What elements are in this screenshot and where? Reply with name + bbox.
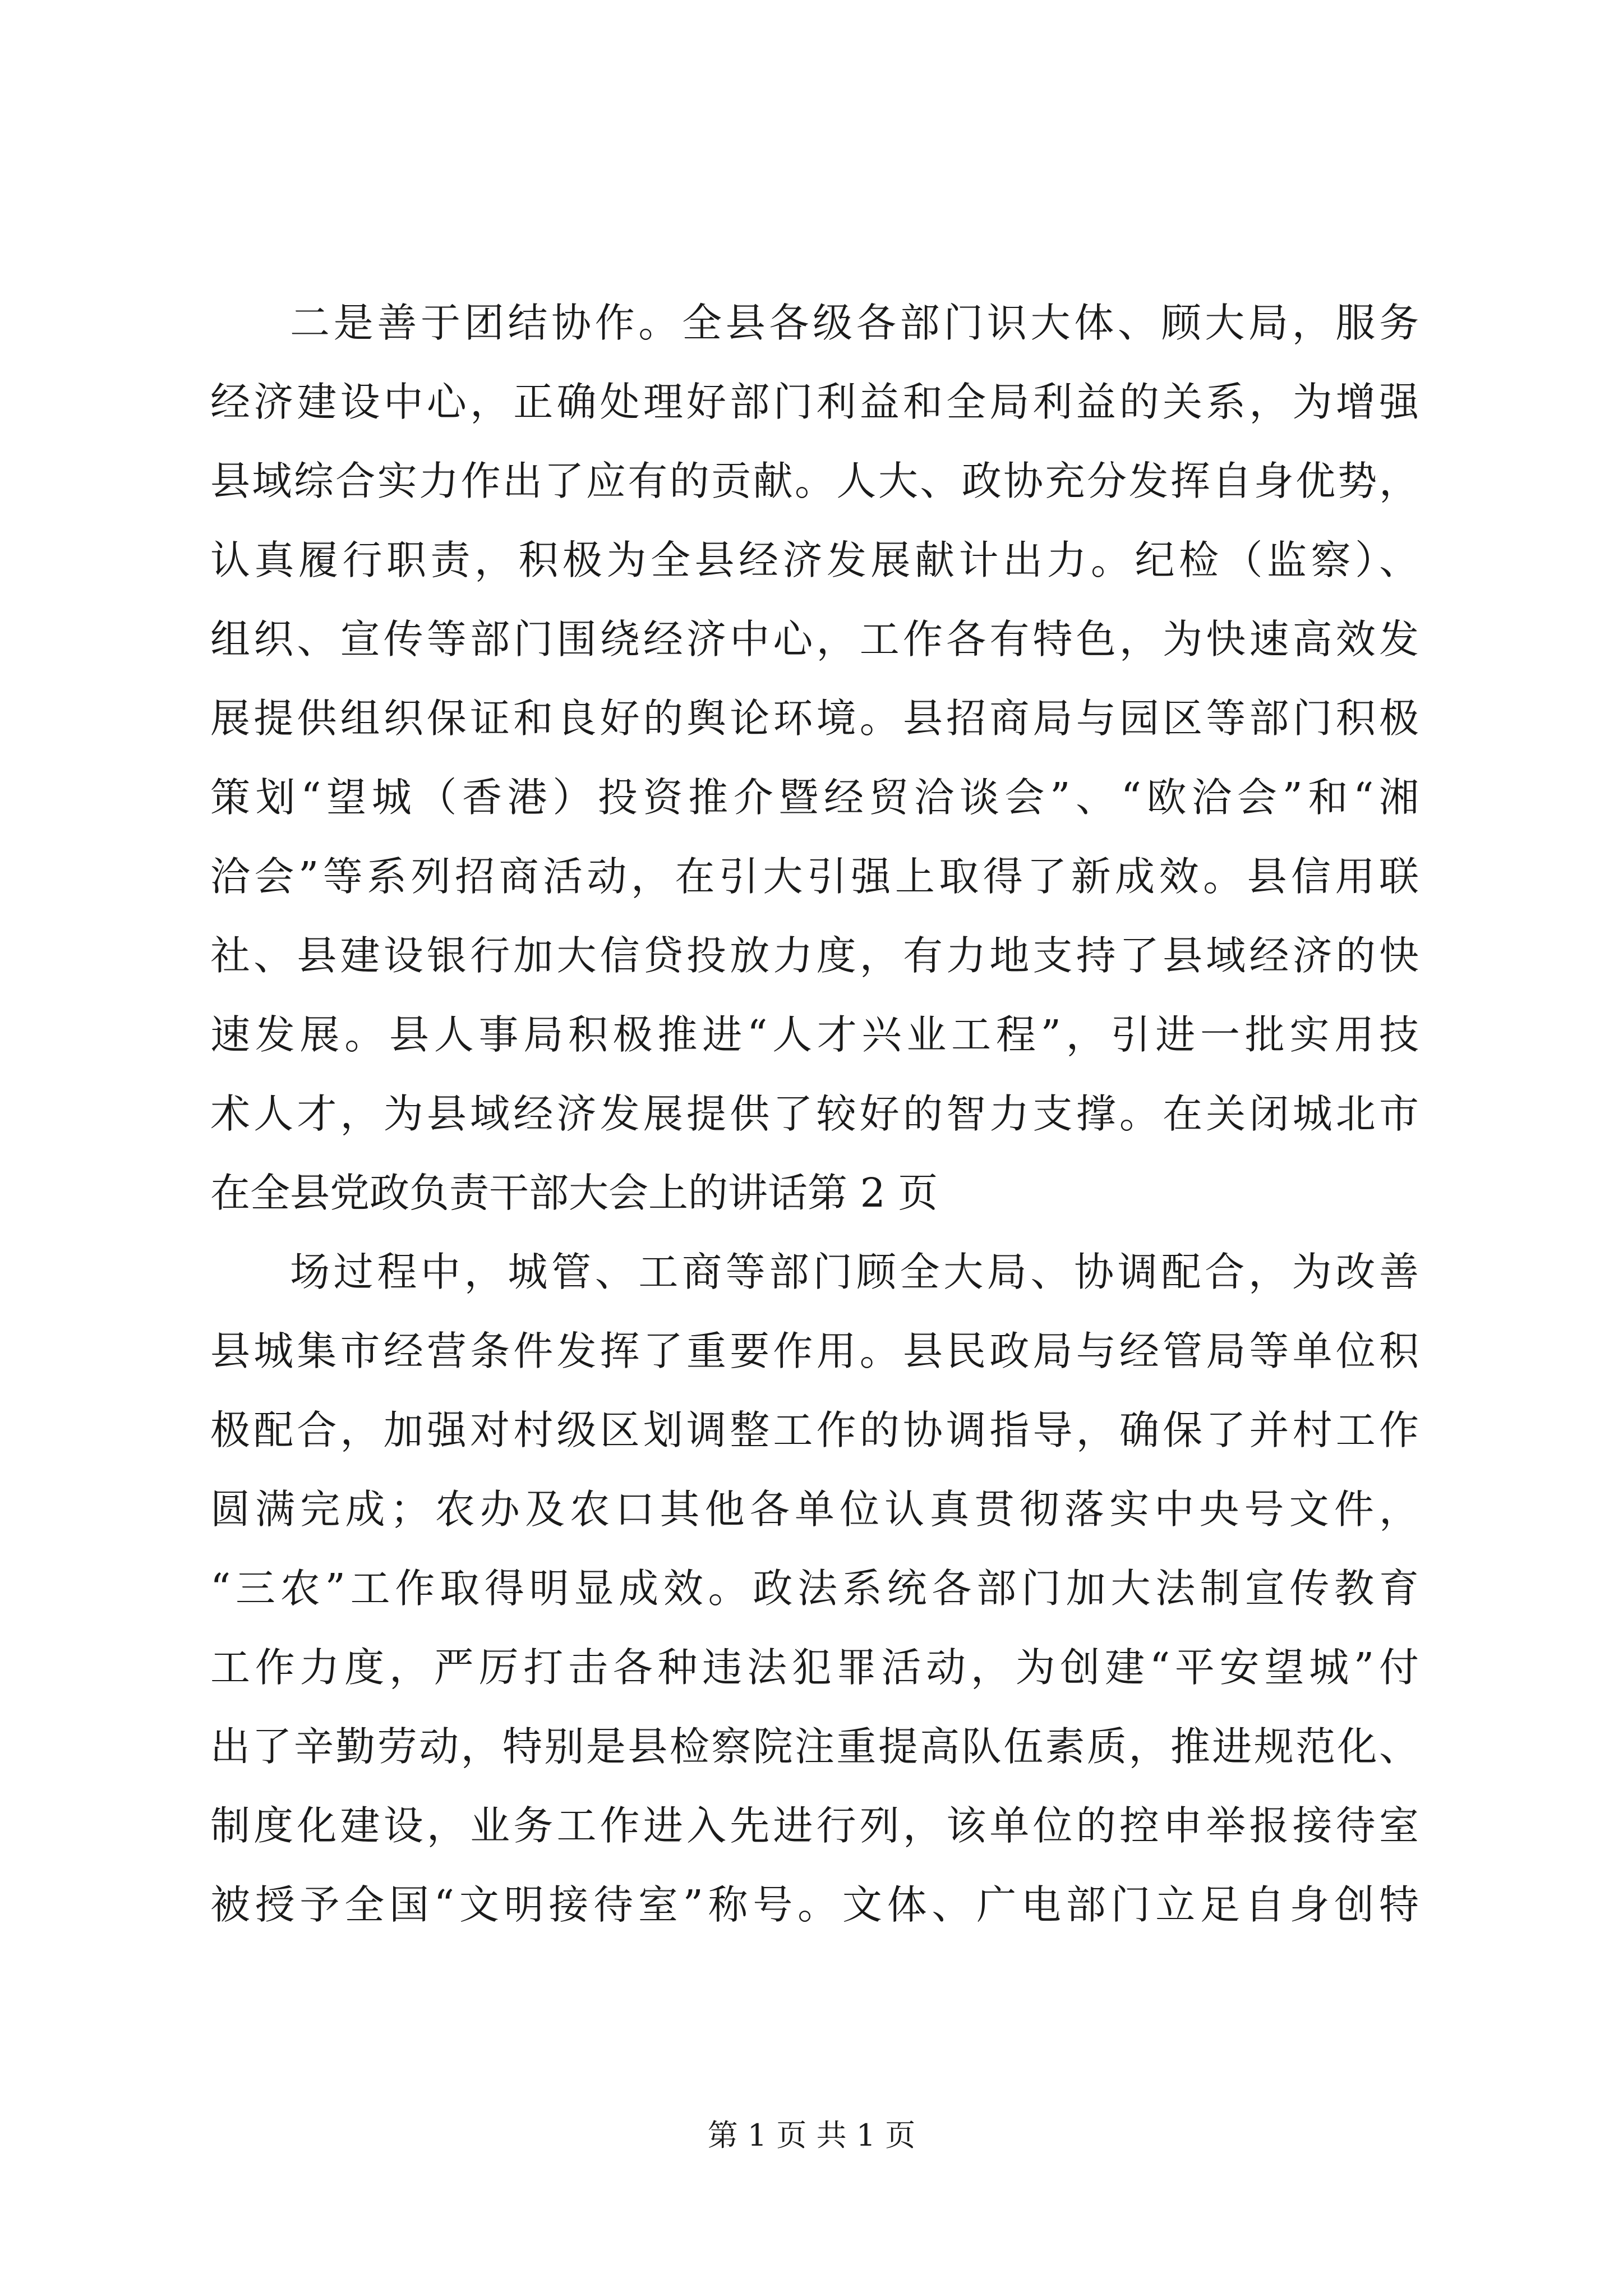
paragraph-1-line-6: 展提供组织保证和良好的舆论环境。县招商局与园区等部门积极 — [210, 695, 1419, 742]
paragraph-1-line-10: 速发展。县人事局积极推进“人才兴业工程”，引进一批实用技 — [210, 1011, 1419, 1058]
paragraph-2-line-8: 制度化建设，业务工作进入先进行列，该单位的控申举报接待室 — [210, 1802, 1419, 1849]
paragraph-2-line-1: 场过程中，城管、工商等部门顾全大局、协调配合，为改善 — [290, 1249, 1419, 1295]
paragraph-1-line-7: 策划“望城（香港）投资推介暨经贸洽谈会”、“欧洽会”和“湘 — [210, 774, 1419, 821]
paragraph-1-line-9: 社、县建设银行加大信贷投放力度，有力地支持了县域经济的快 — [210, 932, 1419, 979]
paragraph-1-line-12: 在全县党政负责干部大会上的讲话第 2 页 — [210, 1170, 938, 1216]
paragraph-1-line-5: 组织、宣传等部门围绕经济中心，工作各有特色，为快速高效发 — [210, 616, 1419, 662]
paragraph-2-line-9: 被授予全国“文明接待室”称号。文体、广电部门立足自身创特 — [210, 1881, 1419, 1928]
page-footer — [0, 2116, 1623, 2155]
paragraph-2-line-4: 圆满完成；农办及农口其他各单位认真贯彻落实中央号文件， — [210, 1486, 1419, 1533]
paragraph-1-line-8: 洽会”等系列招商活动，在引大引强上取得了新成效。县信用联 — [210, 853, 1419, 900]
paragraph-1-line-2: 经济建设中心，正确处理好部门利益和全局利益的关系，为增强 — [210, 379, 1419, 425]
page-number-label: 第 1 页 共 1 页 — [707, 2118, 916, 2153]
paragraph-1-line-1: 二是善于团结协作。全县各级各部门识大体、顾大局，服务 — [290, 300, 1419, 346]
paragraph-2-line-6: 工作力度，严厉打击各种违法犯罪活动，为创建“平安望城”付 — [210, 1644, 1419, 1691]
paragraph-1-line-11: 术人才，为县域经济发展提供了较好的智力支撑。在关闭城北市 — [210, 1091, 1419, 1137]
paragraph-2-line-7: 出了辛勤劳动，特别是县检察院注重提高队伍素质，推进规范化、 — [210, 1723, 1419, 1770]
paragraph-2-line-2: 县城集市经营条件发挥了重要作用。县民政局与经管局等单位积 — [210, 1328, 1419, 1374]
document-body — [210, 283, 1419, 1944]
paragraph-2-line-3: 极配合，加强对村级区划调整工作的协调指导，确保了并村工作 — [210, 1407, 1419, 1453]
paragraph-1-line-4: 认真履行职责，积极为全县经济发展献计出力。纪检（监察）、 — [210, 537, 1419, 583]
paragraph-1-line-3: 县域综合实力作出了应有的贡献。人大、政协充分发挥自身优势， — [210, 458, 1419, 504]
paragraph-2-line-5: “三农”工作取得明显成效。政法系统各部门加大法制宣传教育 — [210, 1565, 1419, 1612]
